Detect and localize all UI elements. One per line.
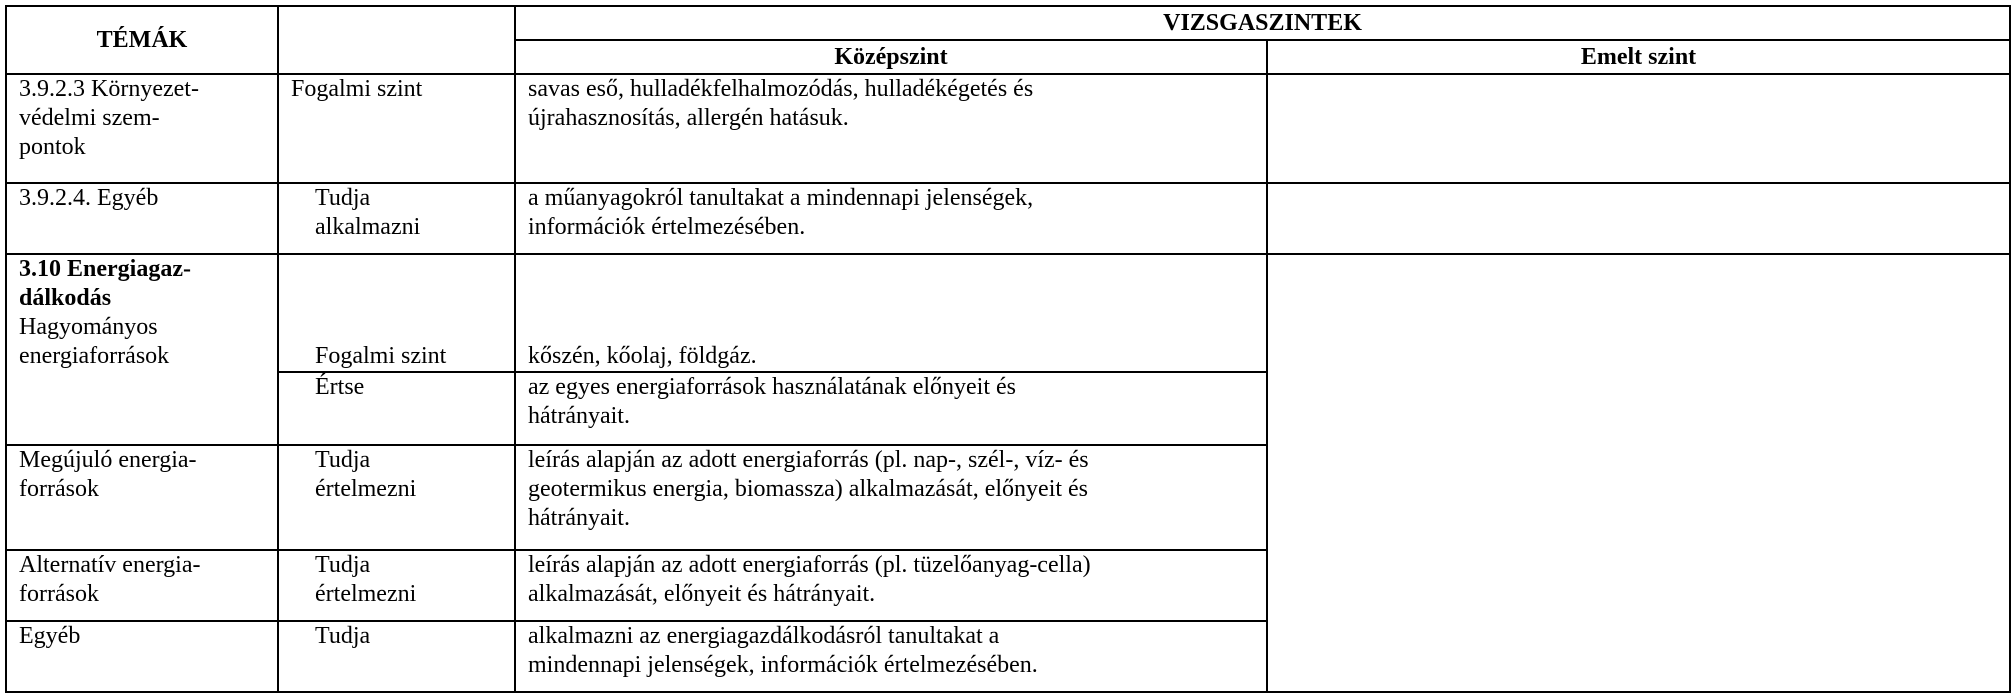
- topic-cell: Egyéb: [6, 621, 278, 692]
- table-header: [6, 6, 2010, 74]
- header-kozepszint: Középszint: [515, 40, 1267, 74]
- level-cell: Tudja alkalmazni: [278, 183, 515, 254]
- kozep-cell: leírás alapján az adott energiaforrás (pl. nap-, szél-, víz- és geotermikus energia, biomassza) alkalmazását, előnyeit és hátrányait.: [515, 445, 1267, 550]
- level-cell: Tudja értelmezni: [278, 445, 515, 550]
- kozep-cell: savas eső, hulladékfelhalmozódás, hulladékégetés és újrahasznosítás, allergén hatásuk.: [515, 74, 1267, 183]
- kozep-cell: alkalmazni az energiagazdálkodásról tanultakat a mindennapi jelenségek, információk értelmezésében.: [515, 621, 1267, 692]
- exam-requirements-table: [5, 5, 2011, 693]
- kozep-cell: kőszén, kőolaj, földgáz.: [515, 254, 1267, 372]
- kozep-cell: az egyes energiaforrások használatának előnyeit és hátrányait.: [515, 372, 1267, 445]
- table-row: [6, 183, 2010, 254]
- header-emelt-szint: Emelt szint: [1267, 40, 2010, 74]
- emelt-cell: [1267, 183, 2010, 254]
- table-row: [6, 74, 2010, 183]
- level-cell: Fogalmi szint: [278, 74, 515, 183]
- emelt-cell: [1267, 74, 2010, 183]
- topic-cell: 3.9.2.4. Egyéb: [6, 183, 278, 254]
- kozep-cell: leírás alapján az adott energiaforrás (pl. tüzelőanyag-cella) alkalmazását, előnyeit és hátrányait.: [515, 550, 1267, 621]
- level-cell: Tudja: [278, 621, 515, 692]
- topic-title-bold: 3.10 Energiagaz- dálkodás: [19, 256, 191, 311]
- topic-subtitle: Hagyományos energiaforrások: [19, 314, 170, 369]
- header-row-top: [6, 6, 2010, 40]
- level-cell: Tudja értelmezni: [278, 550, 515, 621]
- header-temak: TÉMÁK: [6, 6, 278, 74]
- header-vizsgaszintek: VIZSGASZINTEK: [515, 6, 2010, 40]
- topic-cell: [6, 254, 278, 445]
- emelt-cell: [1267, 254, 2010, 692]
- kozep-cell: a műanyagokról tanultakat a mindennapi jelenségek, információk értelmezésében.: [515, 183, 1267, 254]
- table-body: [6, 74, 2010, 692]
- header-blank: [278, 6, 515, 74]
- level-cell: Értse: [278, 372, 515, 445]
- level-cell: Fogalmi szint: [278, 254, 515, 372]
- topic-cell: Megújuló energia- források: [6, 445, 278, 550]
- topic-cell: Alternatív energia- források: [6, 550, 278, 621]
- topic-cell: 3.9.2.3 Környezet- védelmi szem- pontok: [6, 74, 278, 183]
- table-row: [6, 254, 2010, 372]
